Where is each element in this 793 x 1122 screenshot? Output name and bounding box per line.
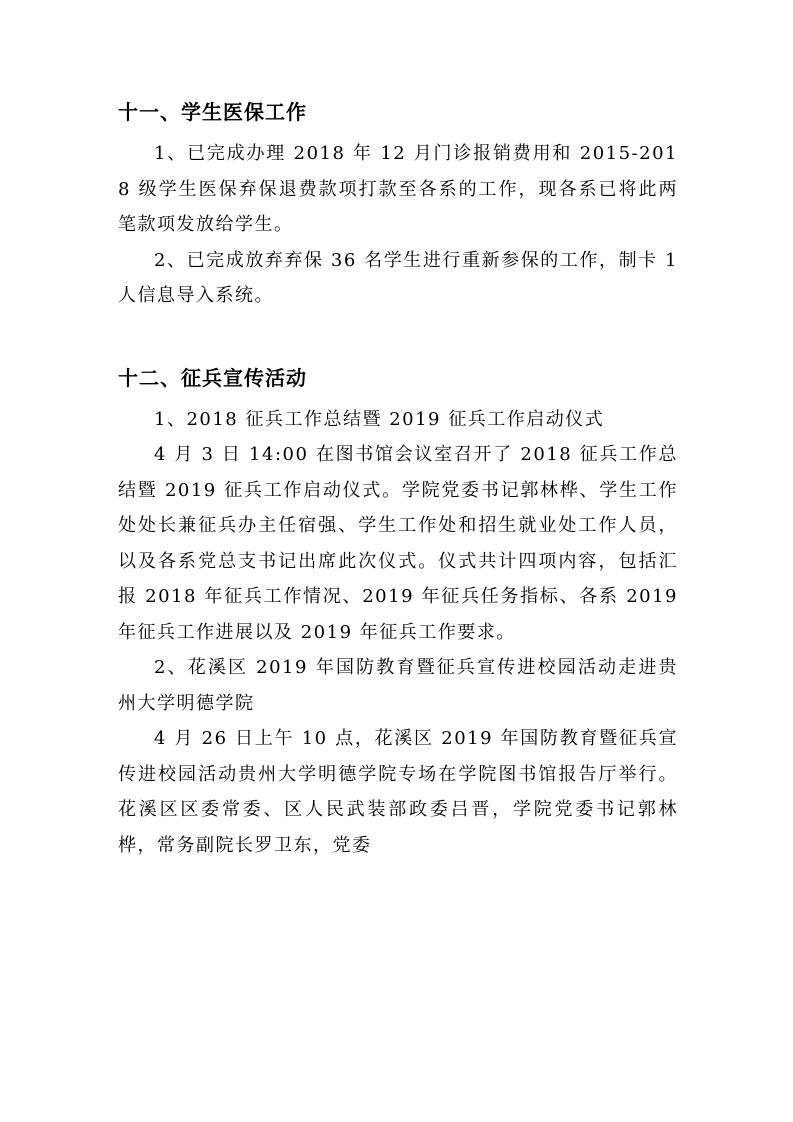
paragraph: 4 月 3 日 14:00 在图书馆会议室召开了 2018 征兵工作总结暨 2019 征兵工作启动仪式。学院党委书记郭林桦、学生工作处处长兼征兵办主任宿强、学生工作处和招生就业处工作人员，以及各系党总支书记出席此次仪式。仪式共计四项内容，包括汇报 2018 年征兵工作情况、2019 年征兵任务指标、各系 2019 年征兵工作进展以及 2019 年征兵工作要求。: [118, 444, 678, 643]
section-heading-medical-insurance: 十一、学生医保工作: [118, 100, 307, 124]
document-page: [118, 100, 678, 863]
spacer: [118, 390, 678, 402]
paragraph: 2、已完成放弃弃保 36 名学生进行重新参保的工作，制卡 1 人信息导入系统。: [118, 249, 678, 306]
paragraph: 4 月 26 日上午 10 点，花溪区 2019 年国防教育暨征兵宣传进校园活动贵州大学明德学院专场在学院图书馆报告厅举行。花溪区区委常委、区人民武装部政委吕晋，学院党委书记郭林桦，常务副院长罗卫东，党委: [118, 728, 678, 856]
spacer: [118, 124, 678, 136]
spacer: [118, 314, 678, 366]
paragraph: 2、花溪区 2019 年国防教育暨征兵宣传进校园活动走进贵州大学明德学院: [118, 657, 678, 714]
section-heading-conscription: 十二、征兵宣传活动: [118, 365, 307, 390]
paragraph: 1、2018 征兵工作总结暨 2019 征兵工作启动仪式: [154, 408, 605, 430]
paragraph: 1、已完成办理 2018 年 12 月门诊报销费用和 2015-2018 级学生医保弃保退费款项打款至各系的工作，现各系已将此两笔款项发放给学生。: [118, 143, 678, 235]
